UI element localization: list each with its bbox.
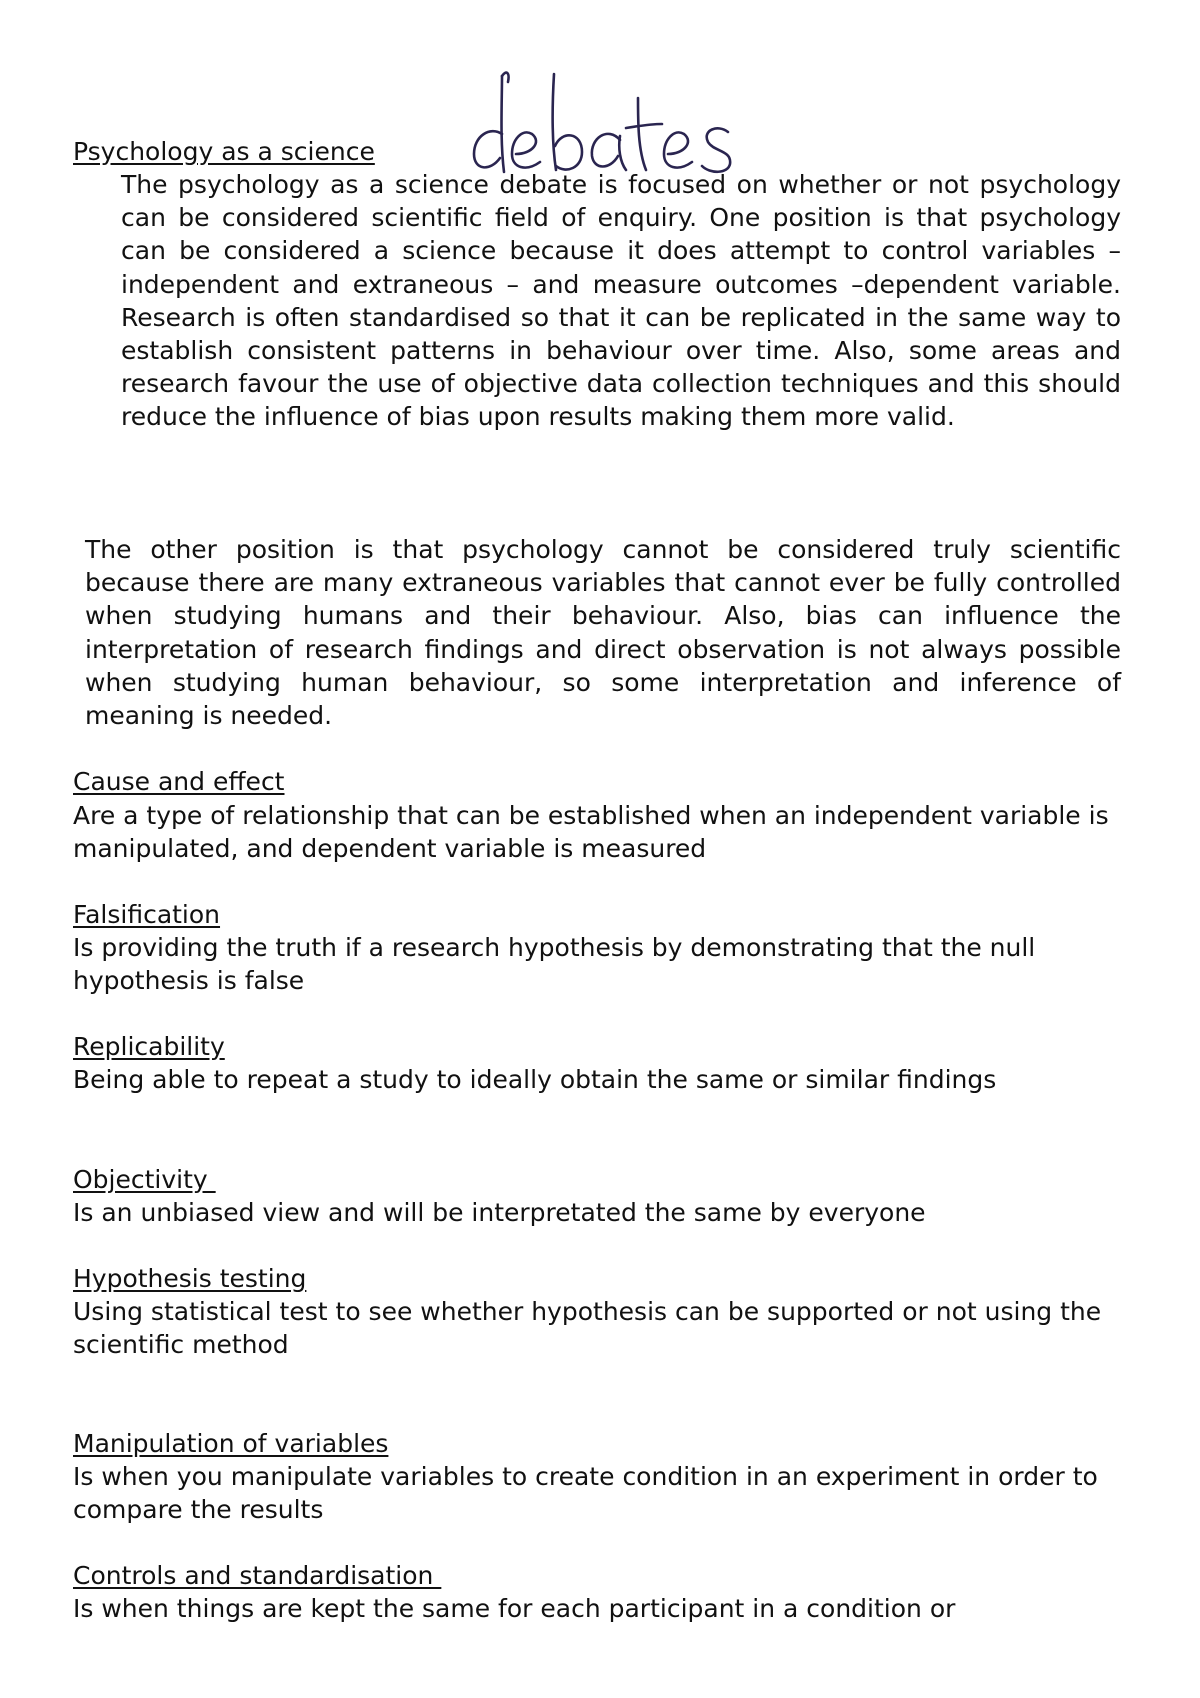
definition-cause-and-effect: Are a type of relationship that can be established when an independent variable is manipulated, and dependent variable is measured (73, 801, 1109, 864)
heading-hypothesis-testing: Hypothesis testing (73, 1264, 307, 1293)
definition-manipulation-of-variables: Is when you manipulate variables to create condition in an experiment in order to compare the results (73, 1462, 1098, 1525)
paragraph-science-position: The psychology as a science debate is focused on whether or not psychology can be considered scientific field of enquiry. One position is that psychology can be considered a science because it does attempt to control variables – independent and extraneous – and measure outcomes –dependent variable. Research is often standardised so that it can be replicated in the same way to establish consistent patterns in behaviour over time. Also, some areas and research favour the use of objective data collection techniques and this should reduce the influence of bias upon results making them more valid. (121, 170, 1121, 432)
heading-psychology-as-a-science: Psychology as a science (73, 137, 375, 166)
heading-controls-and-standardisation: Controls and standardisation (73, 1561, 442, 1590)
definition-controls-and-standardisation: Is when things are kept the same for each participant in a condition or (73, 1594, 956, 1623)
definition-falsification: Is providing the truth if a research hypothesis by demonstrating that the null hypothesis is false (73, 933, 1036, 996)
definition-objectivity: Is an unbiased view and will be interpretated the same by everyone (73, 1198, 926, 1227)
definition-hypothesis-testing: Using statistical test to see whether hypothesis can be supported or not using the scientific method (73, 1297, 1102, 1360)
heading-cause-and-effect: Cause and effect (73, 767, 285, 796)
heading-objectivity: Objectivity (73, 1165, 216, 1194)
heading-manipulation-of-variables: Manipulation of variables (73, 1429, 389, 1458)
definition-replicability: Being able to repeat a study to ideally obtain the same or similar findings (73, 1065, 997, 1094)
heading-replicability: Replicability (73, 1032, 225, 1061)
heading-falsification: Falsification (73, 900, 221, 929)
paragraph-not-science-position: The other position is that psychology cannot be considered truly scientific because there are many extraneous variables that cannot ever be fully controlled when studying humans and their behaviour. Also, bias can influence the interpretation of research findings and direct observation is not always possible when studying human behaviour, so some interpretation and inference of meaning is needed. (85, 535, 1121, 731)
